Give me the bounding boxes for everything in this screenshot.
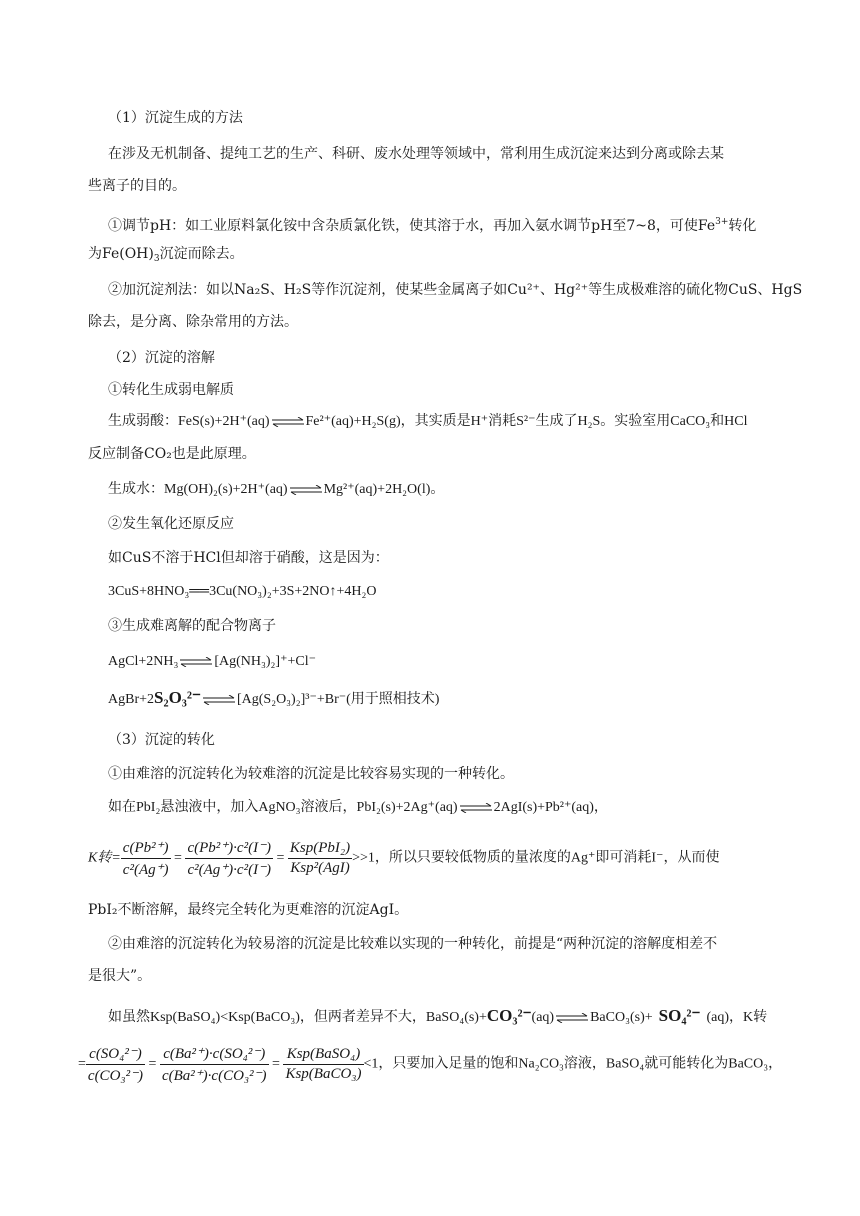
agbr-products: [Ag(S₂O₃)₂]³⁻+Br⁻(用于照相技术) xyxy=(236,692,440,707)
k2-fraction-2 xyxy=(160,1044,269,1085)
baso4-text-d: (aq)，K转 xyxy=(706,1010,768,1025)
fe-charge: 3+ xyxy=(715,217,729,227)
agcl-reactants: AgCl+2NH₃ xyxy=(108,654,179,669)
k-label: K转= xyxy=(88,850,121,866)
fraction-denominator: Ksp(BaCO₃) xyxy=(285,1066,362,1082)
conversion-rule-1: ①由难溶的沉淀转化为较难溶的沉淀是比较容易实现的一种转化。 xyxy=(108,766,514,782)
baso4-text-b: (aq) xyxy=(531,1010,555,1025)
pbi2-products: 2AgI(s)+Pb²⁺(aq)， xyxy=(493,800,608,815)
k2-tail-text: <1，只要加入足量的饱和Na₂CO₃溶液，BaSO₄就可能转化为BaCO₃， xyxy=(363,1056,783,1072)
weak-acid-products: Fe²⁺(aq)+H₂S(g)，其实质是H⁺消耗S²⁻生成了H₂S。实验室用CaCO₃和HCl xyxy=(305,414,748,429)
equilibrium-arrow-icon xyxy=(459,803,493,813)
fraction-numerator: Ksp(PbI₂) xyxy=(288,840,352,859)
water-equation xyxy=(108,480,444,500)
equilibrium-arrow-icon xyxy=(202,695,236,705)
agbr-reactants: AgBr+2 xyxy=(108,692,155,707)
weak-acid-equation-line1 xyxy=(108,412,748,432)
feoh-text-a: 为Fe(OH) xyxy=(88,246,154,262)
paragraph-precipitant-line2: 除去，是分离、除杂常用的方法。 xyxy=(88,314,298,330)
thiosulfate-ion: S₂O₃²⁻ xyxy=(154,688,201,707)
k2-fraction-1 xyxy=(86,1044,145,1085)
subheading-complex-ions: ③生成难离解的配合物离子 xyxy=(108,618,276,634)
agcl-products: [Ag(NH₃)₂]⁺+Cl⁻ xyxy=(214,654,316,669)
paragraph-intro-line2: 些离子的目的。 xyxy=(88,178,186,194)
k2-equals: = xyxy=(78,1056,86,1072)
water-reactants: 生成水：Mg(OH)₂(s)+2H⁺(aq) xyxy=(108,482,288,497)
redox-equation: 3CuS+8HNO₃══3Cu(NO₃)₂+3S+2NO↑+4H₂O xyxy=(108,584,377,599)
complex-equation-agbr xyxy=(108,688,439,710)
subheading-redox: ②发生氧化还原反应 xyxy=(108,516,234,532)
fraction-denominator: c²(Ag⁺) xyxy=(122,862,169,878)
paragraph-ph-line2 xyxy=(88,244,244,269)
fraction-numerator: c(Ba²⁺)·c(SO₄²⁻) xyxy=(160,1044,269,1065)
fraction-denominator: c(Ba²⁺)·c(CO₃²⁻) xyxy=(161,1068,267,1084)
k-expression-baso4: = $\frac{\text{c(SO₄²⁻)}}{\text{c(CO₃²⁻)}}$ = $\frac{\text{c(Ba²⁺)·c(SO₄²⁻)}}{\text{c(Ba²⁺)·c(CO₃²⁻)}}$ = $\frac{\text{Ksp(BaSO₄)}}{\text{Ksp(BaCO₃)}}$ <1，只要加入足量的饱和Na₂CO₃溶液，BaSO₄就可能转化为BaCO₃， xyxy=(78,1046,783,1084)
fraction-numerator: c(Pb²⁺)·c²(I⁻) xyxy=(185,838,273,859)
water-products: Mg²⁺(aq)+2H₂O(l)。 xyxy=(323,482,445,497)
heading-precipitate-dissolution: （2）沉淀的溶解 xyxy=(108,350,215,366)
carbonate-ion: CO₃²⁻ xyxy=(486,1006,532,1025)
fraction-denominator: c²(Ag⁺)·c²(I⁻) xyxy=(187,862,271,878)
paragraph-precipitant-line1: ②加沉淀剂法：如以Na₂S、H₂S等作沉淀剂，使某些金属离子如Cu²⁺、Hg²⁺等生成极难溶的硫化物CuS、HgS xyxy=(108,282,803,298)
ph-text-a: ①调节pH：如工业原料氯化铵中含杂质氯化铁，使其溶于水，再加入氨水调节pH至7~8，可使Fe xyxy=(108,218,716,234)
fraction-numerator: c(SO₄²⁻) xyxy=(86,1044,145,1065)
equilibrium-arrow-icon xyxy=(289,485,323,495)
subheading-weak-electrolyte: ①转化生成弱电解质 xyxy=(108,382,234,398)
k-fraction-1 xyxy=(121,838,171,879)
baso4-equation xyxy=(108,1006,767,1028)
feoh-subscript: 3 xyxy=(153,254,160,264)
fraction-numerator: c(Pb²⁺) xyxy=(121,838,171,859)
k-expression-pbi2: K转= $\frac{\text{c(Pb²⁺)}}{\text{c²(Ag⁺)}}$ = $\frac{\text{c(Pb²⁺)·c²(I⁻)}}{\text{c²(Ag⁺)·c²(I⁻)}}$ = $\frac{\text{Ksp(PbI₂)}}{\text{Ksp²(AgI)}}$ >>1，所以只要较低物质的量浓度的Ag⁺即可消耗I⁻，从而使 xyxy=(88,840,720,878)
sulfate-ion: SO₄²⁻ xyxy=(658,1006,701,1025)
fraction-numerator: Ksp(BaSO₄) xyxy=(283,1046,363,1065)
equilibrium-arrow-icon xyxy=(555,1013,589,1023)
weak-acid-reactants: 生成弱酸：FeS(s)+2H⁺(aq) xyxy=(108,414,270,429)
paragraph-ph-line1 xyxy=(108,212,756,236)
paragraph-intro-line1: 在涉及无机制备、提纯工艺的生产、科研、废水处理等领域中，常利用生成沉淀来达到分离或除去某 xyxy=(108,146,724,162)
pbi2-conclusion: PbI₂不断溶解，最终完全转化为更难溶的沉淀AgI。 xyxy=(88,902,409,918)
feoh-text-b: 沉淀而除去。 xyxy=(159,246,244,262)
baso4-text-a: 如虽然Ksp(BaSO₄)<Ksp(BaCO₃)，但两者差异不大，BaSO₄(s)+ xyxy=(108,1010,487,1025)
pbi2-equation xyxy=(108,798,608,818)
equilibrium-arrow-icon xyxy=(271,417,305,427)
baso4-text-c: BaCO₃(s)+ xyxy=(590,1010,653,1025)
weak-acid-equation-line2: 反应制备CO₂也是此原理。 xyxy=(88,446,256,462)
conversion-rule-2-line1: ②由难溶的沉淀转化为较易溶的沉淀是比较难以实现的一种转化，前提是“两种沉淀的溶解度相差不 xyxy=(108,936,718,952)
heading-precipitate-formation: （1）沉淀生成的方法 xyxy=(108,110,243,126)
k-fraction-3 xyxy=(288,840,352,877)
redox-text: 如CuS不溶于HCl但却溶于硝酸，这是因为： xyxy=(108,550,389,566)
pbi2-reactants: 如在PbI₂悬浊液中，加入AgNO₃溶液后，PbI₂(s)+2Ag⁺(aq) xyxy=(108,800,458,815)
ph-text-b: 转化 xyxy=(728,218,757,234)
conversion-rule-2-line2: 是很大”。 xyxy=(88,968,152,984)
equilibrium-arrow-icon xyxy=(179,657,213,667)
fraction-denominator: c(CO₃²⁻) xyxy=(87,1068,144,1084)
k-tail-text: >>1，所以只要较低物质的量浓度的Ag⁺即可消耗I⁻，从而使 xyxy=(352,850,720,866)
k2-fraction-3 xyxy=(283,1046,363,1083)
complex-equation-agcl xyxy=(108,652,316,672)
k-fraction-2 xyxy=(185,838,273,879)
fraction-denominator: Ksp²(AgI) xyxy=(290,860,350,876)
heading-precipitate-conversion: （3）沉淀的转化 xyxy=(108,732,215,748)
